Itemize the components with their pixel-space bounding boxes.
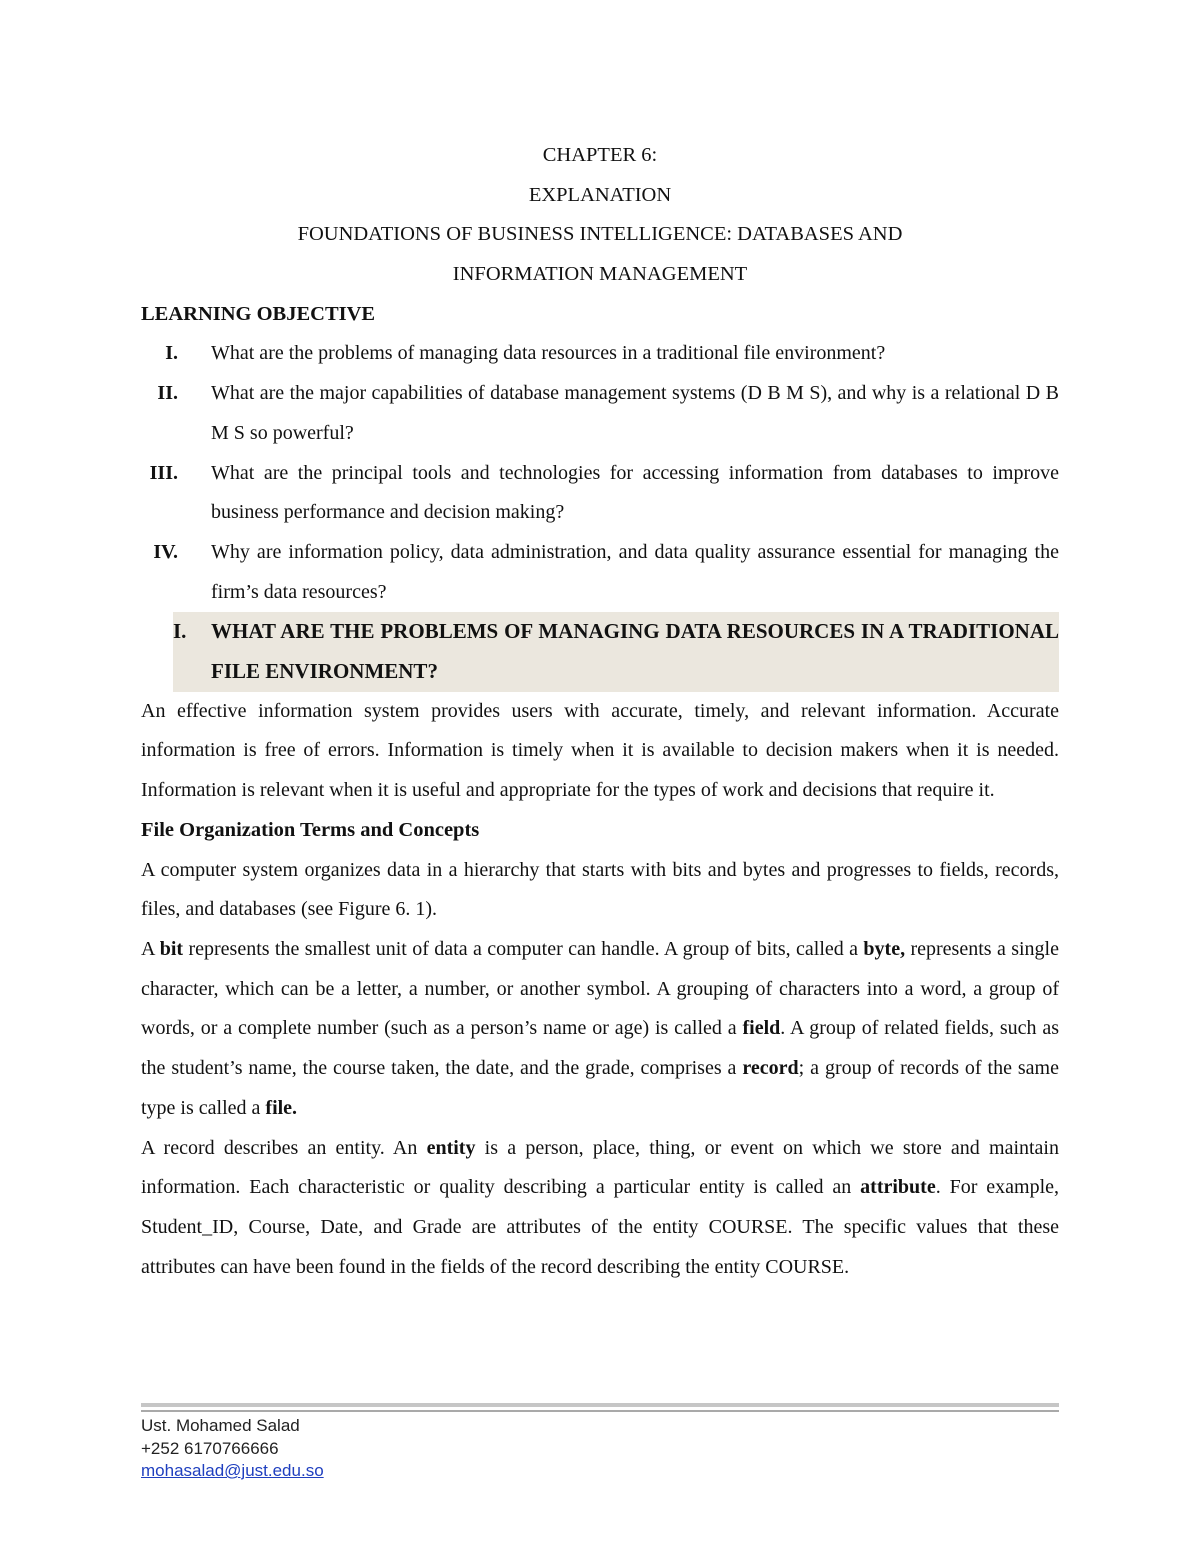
definitions-paragraph <box>141 930 1059 1129</box>
chapter-title-line1: FOUNDATIONS OF BUSINESS INTELLIGENCE: DATABASES AND <box>297 223 903 246</box>
objective-number: IV. <box>153 540 178 563</box>
chapter-title-line2: INFORMATION MANAGEMENT <box>452 263 748 286</box>
section-heading <box>173 612 1059 691</box>
objective-text: What are the major capabilities of database management systems (D B M S), and why is a relational D B M S so powerful? <box>211 382 1059 444</box>
text-run: represents the smallest unit of data a computer can handle. A group of bits, called a <box>183 937 864 960</box>
term-entity: entity <box>426 1136 476 1159</box>
section-number: I. <box>173 619 187 644</box>
author-name: Ust. Mohamed Salad <box>141 1416 300 1435</box>
learning-objective-heading: LEARNING OBJECTIVE <box>141 302 376 325</box>
footer-divider <box>141 1403 1059 1415</box>
intro-paragraph: An effective information system provides users with accurate, timely, and relevant information. Accurate information is free of errors. Information is timely when it is available to decision makers when it is needed. Information is relevant when it is useful and appropriate for the types of work and decisions that require it. <box>141 699 1059 802</box>
objective-text: What are the principal tools and technologies for accessing information from databases to improve business performance and decision making? <box>211 461 1059 524</box>
footer-rule-thin <box>141 1410 1059 1412</box>
text-run: A record describes an entity. An <box>141 1136 427 1159</box>
term-file: file. <box>265 1096 298 1119</box>
text-run: . For example, Student_ID, Course, Date, and Grade are attributes of the entity COURSE. The specific values that these attributes can have been found in the fields of the record describing the entity COURSE. <box>141 1176 1060 1278</box>
section-title: WHAT ARE THE PROBLEMS OF MANAGING DATA RESOURCES IN A TRADITIONAL FILE ENVIRONMENT? <box>211 619 1059 684</box>
text-run: A <box>141 937 160 960</box>
page-content <box>141 136 1059 1287</box>
author-email-link[interactable]: mohasalad@just.edu.so <box>141 1461 324 1480</box>
objective-number: III. <box>149 461 178 484</box>
term-bit: bit <box>159 937 184 960</box>
chapter-subtitle: EXPLANATION <box>528 183 672 206</box>
subheading: File Organization Terms and Concepts <box>141 818 480 841</box>
objective-item <box>141 454 1059 533</box>
objective-text: Why are information policy, data administration, and data quality assurance essential for managing the firm’s data resources? <box>211 540 1059 603</box>
term-byte: byte, <box>863 937 906 960</box>
objective-item <box>141 334 1059 374</box>
entity-paragraph <box>141 1129 1059 1288</box>
objective-item <box>141 533 1059 612</box>
text-run: represents a single character, which can be a letter, a number, or another symbol. A grouping of characters into a word, a group of words, or a complete number (such as a person’s name or age) is called a <box>141 937 1059 1040</box>
text-run: ; a group of records of the same type is called a <box>141 1057 1059 1119</box>
chapter-label: CHAPTER 6: <box>542 144 658 166</box>
term-field: field <box>742 1017 781 1040</box>
text-run: . A group of related fields, such as the student’s name, the course taken, the date, and the grade, comprises a <box>141 1017 1059 1080</box>
term-record: record <box>742 1057 799 1080</box>
text-run: is a person, place, thing, or event on which we store and maintain information. Each characteristic or quality describing a particular entity is called an <box>141 1136 1059 1199</box>
objective-text: What are the problems of managing data resources in a traditional file environment? <box>211 342 886 365</box>
page-footer <box>141 1415 324 1483</box>
hierarchy-paragraph: A computer system organizes data in a hierarchy that starts with bits and bytes and progresses to fields, records, files, and databases (see Figure 6. 1). <box>141 858 1059 921</box>
objective-number: II. <box>157 382 178 405</box>
footer-rule-thick <box>141 1403 1059 1407</box>
author-phone: +252 6170766666 <box>141 1438 279 1458</box>
term-attribute: attribute <box>860 1176 936 1199</box>
objective-item <box>141 374 1059 453</box>
objective-number: I. <box>165 342 178 365</box>
